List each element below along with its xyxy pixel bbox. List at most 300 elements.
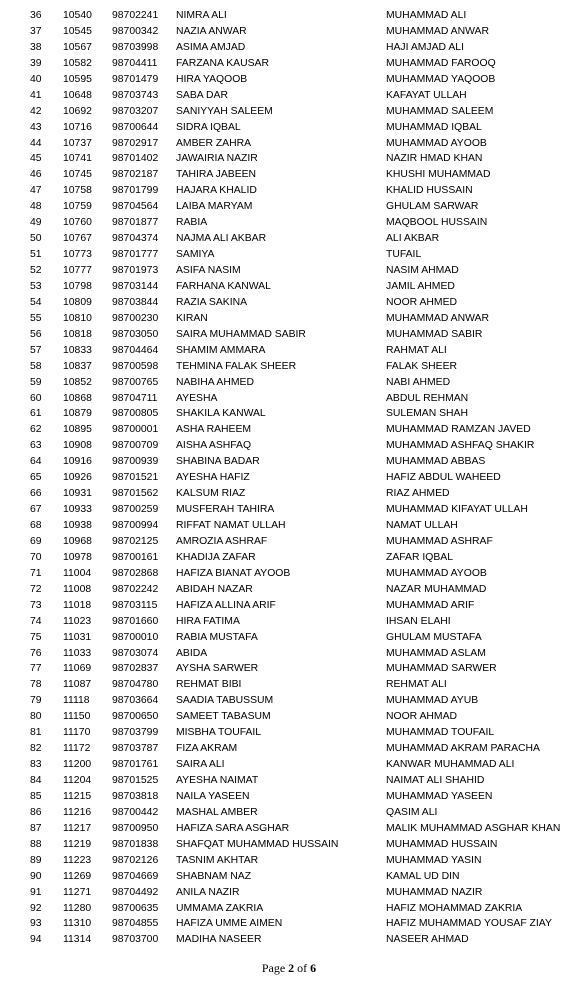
serial-number-cell: 47 bbox=[30, 185, 42, 197]
roll-number-cell: 11219 bbox=[63, 838, 92, 850]
serial-number-cell: 87 bbox=[30, 822, 42, 834]
id-number-cell: 98702868 bbox=[112, 567, 159, 579]
serial-number-cell: 68 bbox=[30, 520, 42, 531]
roll-number-cell: 11200 bbox=[63, 759, 92, 771]
id-number-cell: 98701562 bbox=[112, 488, 159, 500]
serial-number-cell: 44 bbox=[30, 137, 42, 149]
table-row bbox=[0, 247, 578, 263]
table-row bbox=[0, 215, 578, 231]
serial-number-cell: 72 bbox=[30, 583, 42, 595]
table-row bbox=[0, 295, 578, 311]
name-cell: NAZIA ANWAR bbox=[176, 25, 247, 37]
serial-number-cell: 90 bbox=[30, 870, 42, 882]
table-row bbox=[0, 550, 578, 566]
father-name-cell: MUHAMMAD ASHFAQ SHAKIR bbox=[386, 440, 535, 452]
roll-number-cell: 10540 bbox=[63, 10, 92, 21]
roll-number-cell: 11018 bbox=[63, 599, 92, 611]
roll-number-cell: 10810 bbox=[63, 312, 92, 324]
roll-number-cell: 10908 bbox=[63, 440, 92, 452]
serial-number-cell: 38 bbox=[30, 41, 42, 53]
id-number-cell: 98703787 bbox=[112, 743, 159, 755]
father-name-cell: NAIMAT ALI SHAHID bbox=[386, 775, 485, 786]
name-cell: NAILA YASEEN bbox=[176, 790, 250, 802]
father-name-cell: MUHAMMAD AYUB bbox=[386, 695, 479, 707]
father-name-cell: MUHAMMAD ANWAR bbox=[386, 25, 489, 37]
name-cell: SAADIA TABUSSUM bbox=[176, 695, 274, 707]
name-cell: UMMAMA ZAKRIA bbox=[176, 902, 264, 914]
name-cell: HAFIZA ALLINA ARIF bbox=[176, 599, 276, 611]
id-number-cell: 98700001 bbox=[112, 424, 159, 436]
roll-number-cell: 10809 bbox=[63, 296, 92, 308]
name-cell: SHAMIM AMMARA bbox=[176, 344, 266, 356]
of-label: of bbox=[294, 961, 311, 975]
name-cell: SHABNAM NAZ bbox=[176, 870, 252, 882]
roll-number-cell: 10595 bbox=[63, 73, 92, 85]
father-name-cell: NAZIR HMAD KHAN bbox=[386, 153, 483, 165]
page-label: Page bbox=[261, 961, 289, 975]
roll-number-cell: 10582 bbox=[63, 57, 92, 69]
id-number-cell: 98701838 bbox=[112, 838, 159, 850]
roll-number-cell: 10931 bbox=[63, 488, 92, 500]
serial-number-cell: 84 bbox=[30, 775, 42, 786]
roll-number-cell: 10916 bbox=[63, 456, 92, 468]
serial-number-cell: 50 bbox=[30, 233, 42, 245]
father-name-cell: SULEMAN SHAH bbox=[386, 408, 468, 420]
roll-number-cell: 10926 bbox=[63, 472, 92, 484]
father-name-cell: MUHAMMAD ASLAM bbox=[386, 647, 486, 659]
id-number-cell: 98701777 bbox=[112, 249, 159, 261]
father-name-cell: MUHAMMAD FAROOQ bbox=[386, 57, 496, 69]
table-row bbox=[0, 932, 578, 948]
id-number-cell: 98702126 bbox=[112, 854, 159, 866]
serial-number-cell: 55 bbox=[30, 312, 42, 324]
serial-number-cell: 66 bbox=[30, 488, 42, 500]
father-name-cell: ZAFAR IQBAL bbox=[386, 551, 453, 563]
id-number-cell: 98703844 bbox=[112, 296, 159, 308]
serial-number-cell: 67 bbox=[30, 504, 42, 516]
father-name-cell: MUHAMMAD NAZIR bbox=[386, 886, 483, 898]
father-name-cell: MUHAMMAD ASHRAF bbox=[386, 535, 493, 547]
serial-number-cell: 40 bbox=[30, 73, 42, 85]
serial-number-cell: 36 bbox=[30, 10, 42, 21]
name-cell: TASNIM AKHTAR bbox=[176, 854, 259, 866]
id-number-cell: 98703664 bbox=[112, 695, 159, 707]
name-cell: FARZANA KAUSAR bbox=[176, 57, 269, 69]
id-number-cell: 98701973 bbox=[112, 265, 159, 276]
roll-number-cell: 11033 bbox=[63, 647, 92, 659]
roll-number-cell: 10648 bbox=[63, 89, 92, 101]
id-number-cell: 98701479 bbox=[112, 73, 159, 85]
name-cell: SANIYYAH SALEEM bbox=[176, 105, 273, 117]
name-cell: MUSFERAH TAHIRA bbox=[176, 504, 275, 516]
serial-number-cell: 79 bbox=[30, 695, 42, 707]
father-name-cell: MUHAMMAD IQBAL bbox=[386, 121, 482, 133]
father-name-cell: MUHAMMAD AYOOB bbox=[386, 567, 487, 579]
father-name-cell: MUHAMMAD HUSSAIN bbox=[386, 838, 498, 850]
id-number-cell: 98700765 bbox=[112, 376, 159, 388]
father-name-cell: KANWAR MUHAMMAD ALI bbox=[386, 759, 515, 771]
serial-number-cell: 43 bbox=[30, 121, 42, 133]
roll-number-cell: 11069 bbox=[63, 663, 92, 675]
table-row bbox=[0, 805, 578, 821]
father-name-cell: MUHAMMAD AKRAM PARACHA bbox=[386, 743, 540, 755]
name-cell: NABIHA AHMED bbox=[176, 376, 254, 388]
id-number-cell: 98700259 bbox=[112, 504, 159, 516]
table-row bbox=[0, 486, 578, 502]
table-row bbox=[0, 279, 578, 295]
name-cell: AYESHA bbox=[176, 392, 218, 404]
father-name-cell: NASIM AHMAD bbox=[386, 265, 459, 276]
serial-number-cell: 86 bbox=[30, 806, 42, 818]
table-row bbox=[0, 502, 578, 518]
father-name-cell: MALIK MUHAMMAD ASGHAR KHAN bbox=[386, 822, 561, 834]
name-cell: AISHA ASHFAQ bbox=[176, 440, 252, 452]
table-row bbox=[0, 661, 578, 677]
serial-number-cell: 71 bbox=[30, 567, 42, 579]
table-row bbox=[0, 327, 578, 343]
serial-number-cell: 76 bbox=[30, 647, 42, 659]
name-cell: JAWAIRIA NAZIR bbox=[176, 153, 258, 165]
serial-number-cell: 70 bbox=[30, 551, 42, 563]
table-row bbox=[0, 454, 578, 470]
roll-number-cell: 10773 bbox=[63, 249, 92, 261]
name-cell: SHAKILA KANWAL bbox=[176, 408, 266, 420]
name-cell: KHADIJA ZAFAR bbox=[176, 551, 256, 563]
father-name-cell: MUHAMMAD TOUFAIL bbox=[386, 727, 495, 739]
id-number-cell: 98702837 bbox=[112, 663, 159, 675]
table-row bbox=[0, 789, 578, 805]
table-row bbox=[0, 725, 578, 741]
table-row bbox=[0, 821, 578, 837]
serial-number-cell: 78 bbox=[30, 679, 42, 691]
serial-number-cell: 52 bbox=[30, 265, 42, 276]
name-cell: ABIDA bbox=[176, 647, 208, 659]
father-name-cell: NABI AHMED bbox=[386, 376, 451, 388]
roll-number-cell: 10978 bbox=[63, 551, 92, 563]
table-row bbox=[0, 375, 578, 391]
father-name-cell: QASIM ALI bbox=[386, 806, 438, 818]
name-cell: SIDRA IQBAL bbox=[176, 121, 241, 133]
father-name-cell: KAFAYAT ULLAH bbox=[386, 89, 467, 101]
father-name-cell: MUHAMMAD ABBAS bbox=[386, 456, 486, 468]
serial-number-cell: 48 bbox=[30, 201, 42, 213]
roll-number-cell: 10837 bbox=[63, 360, 92, 372]
serial-number-cell: 59 bbox=[30, 376, 42, 388]
table-row bbox=[0, 630, 578, 646]
id-number-cell: 98704374 bbox=[112, 233, 159, 245]
id-number-cell: 98701402 bbox=[112, 153, 159, 165]
roll-number-cell: 11170 bbox=[63, 727, 91, 739]
roll-number-cell: 10818 bbox=[63, 328, 92, 340]
roll-number-cell: 10968 bbox=[63, 535, 92, 547]
table-row bbox=[0, 885, 578, 901]
father-name-cell: HAFIZ MUHAMMAD YOUSAF ZIAY bbox=[386, 918, 552, 930]
id-number-cell: 98702125 bbox=[112, 535, 159, 547]
roll-number-cell: 10567 bbox=[63, 41, 92, 53]
serial-number-cell: 82 bbox=[30, 743, 42, 755]
serial-number-cell: 65 bbox=[30, 472, 42, 484]
serial-number-cell: 54 bbox=[30, 296, 42, 308]
id-number-cell: 98703799 bbox=[112, 727, 159, 739]
table-row bbox=[0, 120, 578, 136]
father-name-cell: GHULAM SARWAR bbox=[386, 201, 479, 213]
roll-number-cell: 11118 bbox=[63, 695, 90, 707]
serial-number-cell: 93 bbox=[30, 918, 42, 930]
name-cell: MADIHA NASEER bbox=[176, 934, 262, 946]
name-cell: AYSHA SARWER bbox=[176, 663, 259, 675]
serial-number-cell: 74 bbox=[30, 615, 42, 627]
id-number-cell: 98700342 bbox=[112, 25, 159, 37]
name-cell: SABA DAR bbox=[176, 89, 228, 101]
id-number-cell: 98702241 bbox=[112, 10, 159, 21]
name-cell: AYESHA NAIMAT bbox=[176, 775, 259, 786]
serial-number-cell: 80 bbox=[30, 711, 42, 723]
table-row bbox=[0, 677, 578, 693]
roll-number-cell: 11223 bbox=[63, 854, 92, 866]
name-cell: NAJMA ALI AKBAR bbox=[176, 233, 267, 245]
father-name-cell: REHMAT ALI bbox=[386, 679, 447, 691]
name-cell: NIMRA ALI bbox=[176, 10, 227, 21]
father-name-cell: NAZAR MUHAMMAD bbox=[386, 583, 487, 595]
father-name-cell: HAFIZ ABDUL WAHEED bbox=[386, 472, 501, 484]
id-number-cell: 98700939 bbox=[112, 456, 159, 468]
name-cell: SAMIYA bbox=[176, 249, 215, 261]
id-number-cell: 98703700 bbox=[112, 934, 159, 946]
table-row bbox=[0, 72, 578, 88]
father-name-cell: MUHAMMAD YASIN bbox=[386, 854, 482, 866]
father-name-cell: MUHAMMAD SABIR bbox=[386, 328, 483, 340]
id-number-cell: 98700161 bbox=[112, 551, 159, 563]
table-row bbox=[0, 438, 578, 454]
roll-number-cell: 10759 bbox=[63, 201, 92, 213]
father-name-cell: HAFIZ MOHAMMAD ZAKRIA bbox=[386, 902, 523, 914]
name-cell: ASHA RAHEEM bbox=[176, 424, 252, 436]
id-number-cell: 98703818 bbox=[112, 790, 159, 802]
id-number-cell: 98704411 bbox=[112, 57, 158, 69]
table-row bbox=[0, 853, 578, 869]
father-name-cell: TUFAIL bbox=[386, 249, 422, 261]
id-number-cell: 98702242 bbox=[112, 583, 159, 595]
id-number-cell: 98701525 bbox=[112, 775, 159, 786]
table-row bbox=[0, 359, 578, 375]
name-cell: ANILA NAZIR bbox=[176, 886, 240, 898]
id-number-cell: 98701799 bbox=[112, 185, 159, 197]
name-cell: ASIFA NASIM bbox=[176, 265, 241, 276]
name-cell: REHMAT BIBI bbox=[176, 679, 242, 691]
table-row bbox=[0, 24, 578, 40]
name-cell: ASIMA AMJAD bbox=[176, 41, 246, 53]
table-row bbox=[0, 741, 578, 757]
serial-number-cell: 88 bbox=[30, 838, 42, 850]
id-number-cell: 98703144 bbox=[112, 280, 159, 292]
name-cell: HAFIZA UMME AIMEN bbox=[176, 918, 283, 930]
roll-number-cell: 10798 bbox=[63, 280, 92, 292]
table-row bbox=[0, 406, 578, 422]
name-cell: AMBER ZAHRA bbox=[176, 137, 252, 149]
id-number-cell: 98702187 bbox=[112, 169, 159, 181]
name-cell: AMROZIA ASHRAF bbox=[176, 535, 268, 547]
roll-number-cell: 11217 bbox=[63, 822, 92, 834]
roll-number-cell: 10833 bbox=[63, 344, 92, 356]
table-row bbox=[0, 757, 578, 773]
table-row bbox=[0, 646, 578, 662]
table-row bbox=[0, 40, 578, 56]
name-cell: HAFIZA SARA ASGHAR bbox=[176, 822, 290, 834]
roll-number-cell: 10852 bbox=[63, 376, 92, 388]
id-number-cell: 98703998 bbox=[112, 41, 159, 53]
name-cell: TEHMINA FALAK SHEER bbox=[176, 360, 297, 372]
table-row bbox=[0, 470, 578, 486]
table-row bbox=[0, 614, 578, 630]
roll-number-cell: 11004 bbox=[63, 567, 92, 579]
serial-number-cell: 89 bbox=[30, 854, 42, 866]
serial-number-cell: 60 bbox=[30, 392, 42, 404]
id-number-cell: 98700644 bbox=[112, 121, 159, 133]
roll-number-cell: 10741 bbox=[63, 153, 92, 165]
page-footer bbox=[0, 961, 578, 976]
roll-number-cell: 11271 bbox=[63, 886, 92, 898]
father-name-cell: MUHAMMAD RAMZAN JAVED bbox=[386, 424, 531, 436]
name-cell: FARHANA KANWAL bbox=[176, 280, 271, 292]
roll-number-cell: 11215 bbox=[63, 790, 92, 802]
roll-number-cell: 10933 bbox=[63, 504, 92, 516]
name-cell: HIRA FATIMA bbox=[176, 615, 240, 627]
name-cell: SAMEET TABASUM bbox=[176, 711, 271, 723]
id-number-cell: 98704780 bbox=[112, 679, 159, 691]
father-name-cell: MUHAMMAD YAQOOB bbox=[386, 73, 496, 85]
serial-number-cell: 64 bbox=[30, 456, 42, 468]
serial-number-cell: 56 bbox=[30, 328, 42, 340]
current-page: 2 bbox=[288, 961, 295, 975]
serial-number-cell: 63 bbox=[30, 440, 42, 452]
table-row bbox=[0, 343, 578, 359]
id-number-cell: 98701521 bbox=[112, 472, 159, 484]
roll-number-cell: 11008 bbox=[63, 583, 92, 595]
father-name-cell: MUHAMMAD SARWER bbox=[386, 663, 497, 675]
father-name-cell: MUHAMMAD ANWAR bbox=[386, 312, 489, 324]
name-cell: FIZA AKRAM bbox=[176, 743, 238, 755]
name-cell: LAIBA MARYAM bbox=[176, 201, 253, 213]
id-number-cell: 98700950 bbox=[112, 822, 159, 834]
table-row bbox=[0, 422, 578, 438]
table-row bbox=[0, 183, 578, 199]
table-row bbox=[0, 566, 578, 582]
name-cell: HAJARA KHALID bbox=[176, 185, 257, 197]
serial-number-cell: 73 bbox=[30, 599, 42, 611]
roll-number-cell: 11087 bbox=[63, 679, 92, 691]
name-cell: AYESHA HAFIZ bbox=[176, 472, 250, 484]
father-name-cell: MUHAMMAD ARIF bbox=[386, 599, 475, 611]
table-row bbox=[0, 231, 578, 247]
id-number-cell: 98703115 bbox=[112, 599, 158, 611]
father-name-cell: FALAK SHEER bbox=[386, 360, 458, 372]
name-cell: ABIDAH NAZAR bbox=[176, 583, 253, 595]
table-row bbox=[0, 104, 578, 120]
id-number-cell: 98700994 bbox=[112, 520, 159, 531]
roll-number-cell: 11204 bbox=[63, 775, 92, 786]
id-number-cell: 98700709 bbox=[112, 440, 159, 452]
roll-number-cell: 10895 bbox=[63, 424, 92, 436]
roll-number-cell: 10545 bbox=[63, 25, 92, 37]
father-name-cell: ABDUL REHMAN bbox=[386, 392, 469, 404]
table-row bbox=[0, 582, 578, 598]
name-cell: SAIRA ALI bbox=[176, 759, 225, 771]
name-cell: RABIA bbox=[176, 217, 208, 229]
father-name-cell: JAMIL AHMED bbox=[386, 280, 455, 292]
serial-number-cell: 42 bbox=[30, 105, 42, 117]
father-name-cell: MUHAMMAD KIFAYAT ULLAH bbox=[386, 504, 528, 516]
father-name-cell: GHULAM MUSTAFA bbox=[386, 631, 482, 643]
table-row bbox=[0, 88, 578, 104]
serial-number-cell: 61 bbox=[30, 408, 42, 420]
name-cell: HIRA YAQOOB bbox=[176, 73, 248, 85]
serial-number-cell: 92 bbox=[30, 902, 42, 914]
table-row bbox=[0, 263, 578, 279]
serial-number-cell: 58 bbox=[30, 360, 42, 372]
roll-number-cell: 11314 bbox=[63, 934, 92, 946]
id-number-cell: 98704711 bbox=[112, 392, 158, 404]
table-row bbox=[0, 534, 578, 550]
table-row bbox=[0, 837, 578, 853]
roll-number-cell: 11216 bbox=[63, 806, 92, 818]
id-number-cell: 98704669 bbox=[112, 870, 159, 882]
roll-number-cell: 10737 bbox=[63, 137, 92, 149]
father-name-cell: MUHAMMAD YASEEN bbox=[386, 790, 493, 802]
serial-number-cell: 39 bbox=[30, 57, 42, 69]
id-number-cell: 98703743 bbox=[112, 89, 159, 101]
roll-number-cell: 10760 bbox=[63, 217, 92, 229]
id-number-cell: 98703074 bbox=[112, 647, 159, 659]
table-row bbox=[0, 391, 578, 407]
serial-number-cell: 62 bbox=[30, 424, 42, 436]
father-name-cell: MUHAMMAD ALI bbox=[386, 10, 467, 21]
table-row bbox=[0, 167, 578, 183]
serial-number-cell: 94 bbox=[30, 934, 42, 946]
roll-number-cell: 11280 bbox=[63, 902, 92, 914]
father-name-cell: IHSAN ELAHI bbox=[386, 615, 451, 627]
id-number-cell: 98700598 bbox=[112, 360, 159, 372]
table-row bbox=[0, 709, 578, 725]
name-cell: MASHAL AMBER bbox=[176, 806, 258, 818]
roll-number-cell: 10758 bbox=[63, 185, 92, 197]
table-row bbox=[0, 773, 578, 789]
serial-number-cell: 85 bbox=[30, 790, 42, 802]
father-name-cell: MUHAMMAD AYOOB bbox=[386, 137, 487, 149]
serial-number-cell: 75 bbox=[30, 631, 42, 643]
roll-number-cell: 10879 bbox=[63, 408, 92, 420]
id-number-cell: 98701660 bbox=[112, 615, 159, 627]
id-number-cell: 98703050 bbox=[112, 328, 159, 340]
roll-number-cell: 10767 bbox=[63, 233, 92, 245]
father-name-cell: ALI AKBAR bbox=[386, 233, 440, 245]
table-row bbox=[0, 136, 578, 152]
id-number-cell: 98704564 bbox=[112, 201, 159, 213]
table-row bbox=[0, 8, 578, 24]
father-name-cell: MAQBOOL HUSSAIN bbox=[386, 217, 488, 229]
id-number-cell: 98700805 bbox=[112, 408, 159, 420]
roll-number-cell: 10868 bbox=[63, 392, 92, 404]
id-number-cell: 98700442 bbox=[112, 806, 159, 818]
name-cell: RABIA MUSTAFA bbox=[176, 631, 258, 643]
roll-number-cell: 11150 bbox=[63, 711, 91, 723]
name-cell: RIFFAT NAMAT ULLAH bbox=[176, 520, 286, 531]
id-number-cell: 98700230 bbox=[112, 312, 159, 324]
name-cell: SHAFQAT MUHAMMAD HUSSAIN bbox=[176, 838, 339, 850]
roll-number-cell: 10692 bbox=[63, 105, 92, 117]
father-name-cell: NOOR AHMED bbox=[386, 296, 458, 308]
serial-number-cell: 91 bbox=[30, 886, 42, 898]
table-row bbox=[0, 598, 578, 614]
